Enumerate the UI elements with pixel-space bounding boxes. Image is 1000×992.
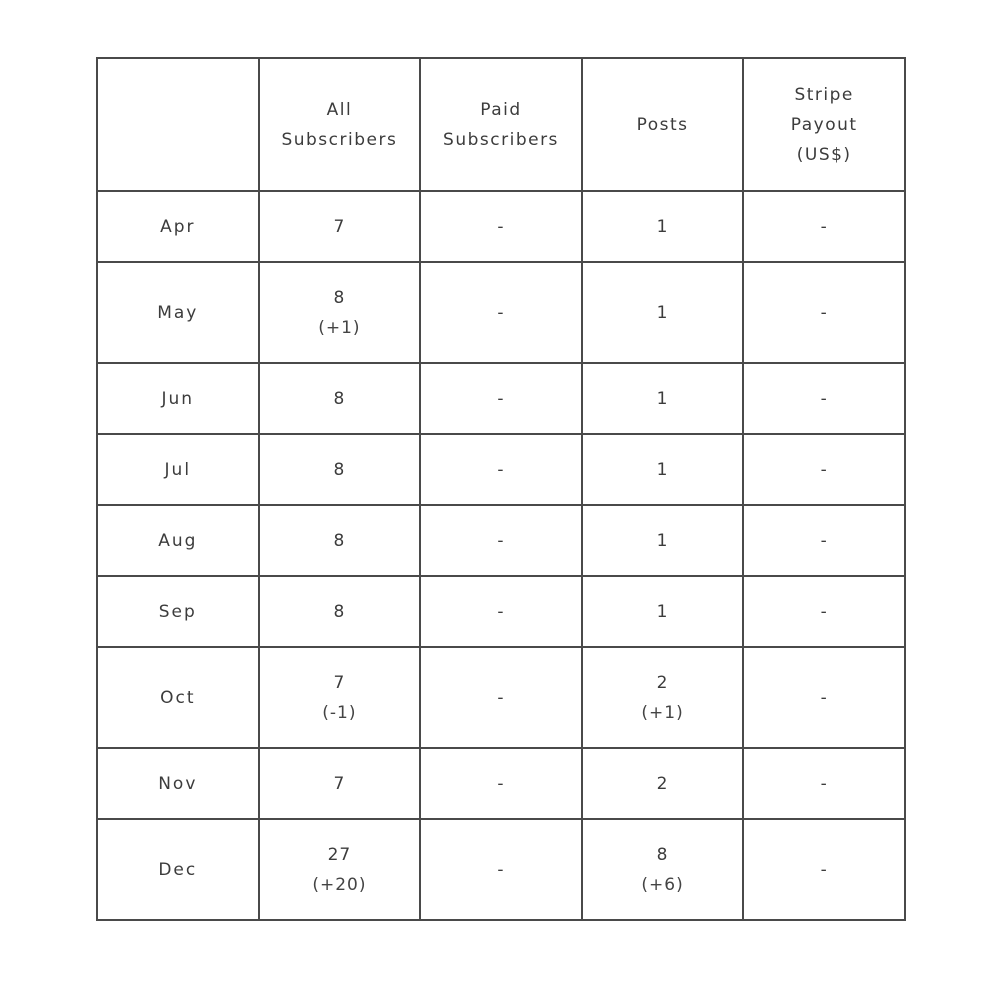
header-all-subscribers: [259, 58, 421, 191]
posts-change: (+1): [641, 702, 684, 723]
posts-value: 1: [656, 216, 669, 237]
stripe-payout-cell: [743, 505, 905, 576]
header-text-line: (US$): [796, 144, 852, 165]
paid-subscribers-value: -: [497, 459, 505, 480]
posts-value: 1: [656, 601, 669, 622]
posts-cell: [582, 819, 744, 920]
header-text-line: Paid: [480, 99, 522, 120]
posts-value: 2: [656, 773, 669, 794]
header-text-line: All: [326, 99, 353, 120]
all-subscribers-value: 7: [333, 216, 346, 237]
posts-cell: [582, 505, 744, 576]
paid-subscribers-cell: [420, 363, 582, 434]
table-row: [97, 748, 905, 819]
all-subscribers-value: 27: [327, 844, 352, 865]
table-row: [97, 191, 905, 262]
month-cell: [97, 576, 259, 647]
stripe-payout-value: -: [820, 859, 828, 880]
table-row: [97, 262, 905, 363]
stripe-payout-value: -: [820, 216, 828, 237]
stripe-payout-value: -: [820, 388, 828, 409]
stripe-payout-cell: [743, 191, 905, 262]
stripe-payout-cell: [743, 647, 905, 748]
month-label: May: [157, 302, 199, 323]
table-row: [97, 576, 905, 647]
paid-subscribers-cell: [420, 647, 582, 748]
paid-subscribers-cell: [420, 505, 582, 576]
stripe-payout-value: -: [820, 773, 828, 794]
paid-subscribers-cell: [420, 262, 582, 363]
header-stripe-payout: [743, 58, 905, 191]
month-cell: [97, 819, 259, 920]
stripe-payout-cell: [743, 434, 905, 505]
paid-subscribers-cell: [420, 819, 582, 920]
month-label: Jun: [161, 388, 195, 409]
paid-subscribers-value: -: [497, 302, 505, 323]
stripe-payout-cell: [743, 748, 905, 819]
all-subscribers-cell: [259, 748, 421, 819]
posts-cell: [582, 191, 744, 262]
all-subscribers-cell: [259, 262, 421, 363]
table-header-row: [97, 58, 905, 191]
all-subscribers-cell: [259, 819, 421, 920]
header-text-line: Subscribers: [281, 129, 398, 150]
paid-subscribers-cell: [420, 748, 582, 819]
month-cell: [97, 434, 259, 505]
month-label: Dec: [158, 859, 198, 880]
paid-subscribers-value: -: [497, 859, 505, 880]
posts-value: 1: [656, 388, 669, 409]
all-subscribers-change: (-1): [322, 702, 357, 723]
month-cell: [97, 505, 259, 576]
all-subscribers-value: 8: [333, 287, 346, 308]
header-text-line: Stripe: [794, 84, 854, 105]
posts-cell: [582, 434, 744, 505]
all-subscribers-value: 7: [333, 773, 346, 794]
stripe-payout-value: -: [820, 459, 828, 480]
posts-cell: [582, 748, 744, 819]
header-text-line: Payout: [790, 114, 858, 135]
stripe-payout-value: -: [820, 601, 828, 622]
month-cell: [97, 191, 259, 262]
month-label: Nov: [158, 773, 198, 794]
paid-subscribers-cell: [420, 191, 582, 262]
header-text-line: Subscribers: [443, 129, 559, 150]
all-subscribers-value: 8: [333, 530, 346, 551]
month-label: Oct: [160, 687, 196, 708]
all-subscribers-cell: [259, 647, 421, 748]
posts-change: (+6): [641, 874, 684, 895]
all-subscribers-value: 8: [333, 459, 346, 480]
header-posts: [582, 58, 744, 191]
month-cell: [97, 363, 259, 434]
month-cell: [97, 748, 259, 819]
paid-subscribers-cell: [420, 576, 582, 647]
posts-value: 1: [656, 530, 669, 551]
table-row: [97, 434, 905, 505]
all-subscribers-change: (+20): [312, 874, 367, 895]
monthly-stats-table: [96, 57, 906, 921]
stripe-payout-value: -: [820, 687, 828, 708]
month-label: Sep: [158, 601, 197, 622]
posts-value: 8: [656, 844, 669, 865]
all-subscribers-value: 7: [333, 672, 346, 693]
stripe-payout-cell: [743, 262, 905, 363]
all-subscribers-value: 8: [333, 388, 346, 409]
posts-value: 1: [656, 302, 669, 323]
month-cell: [97, 262, 259, 363]
table-row: [97, 647, 905, 748]
all-subscribers-cell: [259, 363, 421, 434]
paid-subscribers-value: -: [497, 216, 505, 237]
stripe-payout-cell: [743, 819, 905, 920]
header-text-line: Posts: [636, 114, 689, 135]
month-label: Aug: [158, 530, 198, 551]
all-subscribers-change: (+1): [318, 317, 361, 338]
all-subscribers-cell: [259, 434, 421, 505]
header-paid-subscribers: [420, 58, 582, 191]
paid-subscribers-value: -: [497, 773, 505, 794]
table-row: [97, 363, 905, 434]
stripe-payout-value: -: [820, 302, 828, 323]
table-body: [97, 191, 905, 920]
posts-value: 1: [656, 459, 669, 480]
month-label: Apr: [160, 216, 196, 237]
month-label: Jul: [164, 459, 192, 480]
posts-value: 2: [656, 672, 669, 693]
paid-subscribers-value: -: [497, 687, 505, 708]
stripe-payout-value: -: [820, 530, 828, 551]
paid-subscribers-cell: [420, 434, 582, 505]
table-row: [97, 505, 905, 576]
paid-subscribers-value: -: [497, 601, 505, 622]
posts-cell: [582, 576, 744, 647]
stripe-payout-cell: [743, 363, 905, 434]
all-subscribers-value: 8: [333, 601, 346, 622]
all-subscribers-cell: [259, 191, 421, 262]
month-cell: [97, 647, 259, 748]
table-row: [97, 819, 905, 920]
paid-subscribers-value: -: [497, 530, 505, 551]
header-corner-cell: [97, 58, 259, 191]
posts-cell: [582, 647, 744, 748]
paid-subscribers-value: -: [497, 388, 505, 409]
all-subscribers-cell: [259, 505, 421, 576]
posts-cell: [582, 363, 744, 434]
posts-cell: [582, 262, 744, 363]
stripe-payout-cell: [743, 576, 905, 647]
all-subscribers-cell: [259, 576, 421, 647]
